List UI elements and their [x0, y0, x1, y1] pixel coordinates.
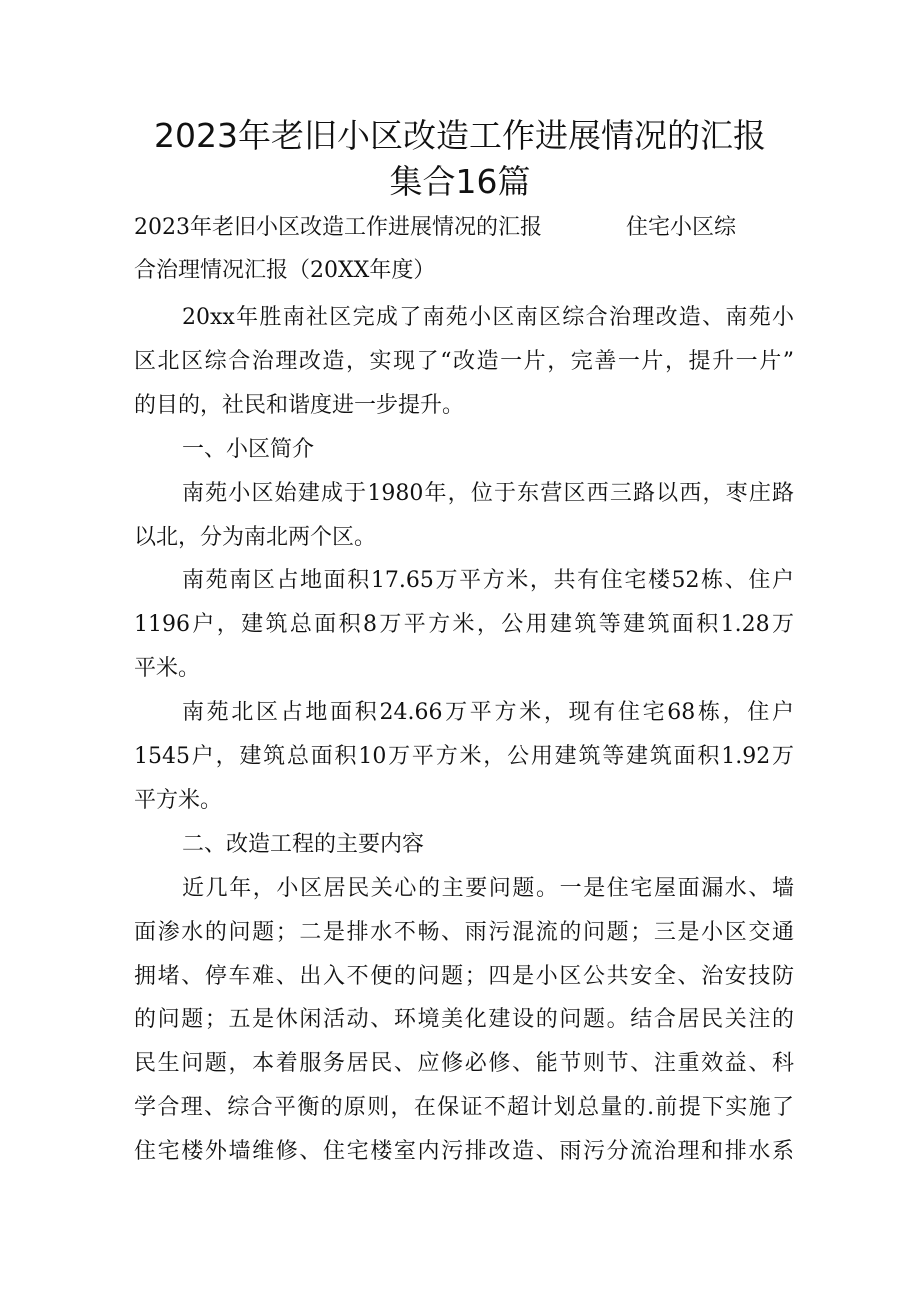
- section-heading: 一、小区简介: [182, 437, 315, 462]
- subtitle-line-2: 合治理情况汇报（20XX年度）: [134, 258, 436, 283]
- subtitle-right: 住宅小区综: [626, 215, 737, 240]
- para-line: 的问题；五是休闲活动、环境美化建设的问题。结合居民关注的: [134, 1007, 794, 1032]
- para-line: 民生问题，本着服务居民、应修必修、能节则节、注重效益、科: [134, 1051, 794, 1076]
- para-line: 南苑北区占地面积24.66万平方米，现有住宅68栋，住户: [182, 700, 794, 725]
- document-title-line-2: 集合16篇: [389, 162, 531, 201]
- para-line: 南苑小区始建成于1980年，位于东营区西三路以西，枣庄路: [182, 481, 794, 506]
- para-line: 20xx年胜南社区完成了南苑小区南区综合治理改造、南苑小: [182, 305, 794, 330]
- para-line: 住宅楼外墙维修、住宅楼室内污排改造、雨污分流治理和排水系: [134, 1139, 794, 1164]
- para-line: 拥堵、停车难、出入不便的问题；四是小区公共安全、治安技防: [134, 964, 794, 989]
- para-line: 平米。: [134, 656, 201, 681]
- para-line: 近几年，小区居民关心的主要问题。一是住宅屋面漏水、墙: [182, 876, 794, 901]
- para-line: 学合理、综合平衡的原则，在保证不超计划总量的.前提下实施了: [134, 1095, 794, 1120]
- para-line: 区北区综合治理改造，实现了“改造一片，完善一片，提升一片”: [134, 349, 794, 374]
- para-line: 的目的，社民和谐度进一步提升。: [134, 393, 465, 418]
- para-line: 1545户，建筑总面积10万平方米，公用建筑等建筑面积1.92万: [134, 744, 794, 769]
- subtitle-line-1: [134, 213, 736, 243]
- para-line: 平方米。: [134, 788, 223, 813]
- para-line: 面渗水的问题；二是排水不畅、雨污混流的问题；三是小区交通: [134, 920, 794, 945]
- document-title-line-1: 2023年老旧小区改造工作进展情况的汇报: [154, 116, 766, 155]
- para-line: 以北，分为南北两个区。: [134, 525, 377, 550]
- section-heading: 二、改造工程的主要内容: [182, 832, 425, 857]
- para-line: 南苑南区占地面积17.65万平方米，共有住宅楼52栋、住户: [182, 568, 794, 593]
- para-line: 1196户，建筑总面积8万平方米，公用建筑等建筑面积1.28万: [134, 612, 794, 637]
- subtitle-left: 2023年老旧小区改造工作进展情况的汇报: [134, 215, 542, 240]
